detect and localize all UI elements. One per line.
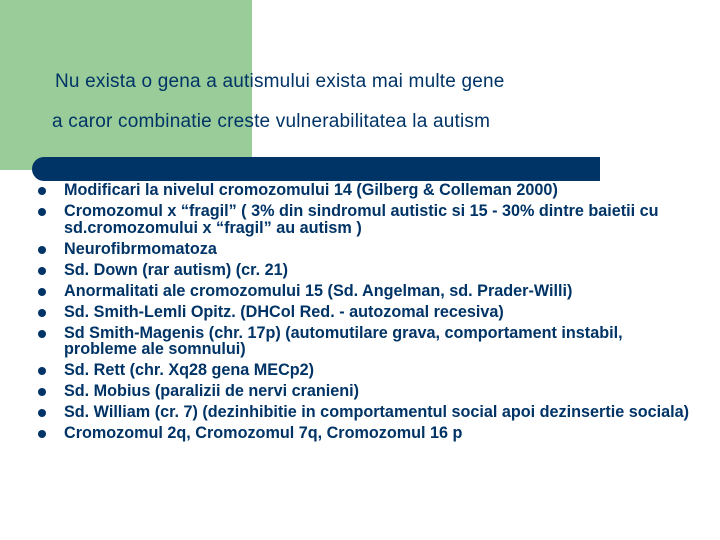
- list-item-text: Modificari la nivelul cromozomului 14 (Gilberg & Colleman 2000): [64, 181, 558, 199]
- bullet-dot-icon: [38, 288, 46, 296]
- list-item-text: Sd. William (cr. 7) (dezinhibitie in comportamentul social apoi dezinsertie sociala): [64, 403, 690, 421]
- bullet-list: [36, 182, 696, 446]
- list-item: [36, 283, 696, 300]
- list-item: [36, 182, 696, 199]
- divider-bar: [32, 157, 600, 181]
- list-item: [36, 404, 696, 421]
- bullet-dot-icon: [38, 367, 46, 375]
- bullet-dot-icon: [38, 430, 46, 438]
- bullet-dot-icon: [38, 309, 46, 317]
- list-item-text: Neurofibrmomatoza: [64, 239, 217, 258]
- list-item: [36, 362, 696, 379]
- bullet-dot-icon: [38, 388, 46, 396]
- list-item: [36, 383, 696, 400]
- list-item: [36, 425, 696, 442]
- title-line-1: Nu exista o gena a autismului exista mai multe gene: [55, 71, 505, 92]
- title-line-2: a caror combinatie creste vulnerabilitatea la autism: [52, 111, 491, 132]
- bullet-dot-icon: [38, 187, 46, 195]
- bullet-dot-icon: [38, 208, 46, 216]
- bullet-dot-icon: [38, 267, 46, 275]
- list-item-text: Sd. Down (rar autism) (cr. 21): [64, 260, 288, 279]
- list-item: [36, 203, 696, 236]
- slide-title: [52, 62, 692, 142]
- list-item-text: Cromozomul 2q, Cromozomul 7q, Cromozomul 16 p: [64, 424, 463, 442]
- list-item-text: Sd. Mobius (paralizii de nervi cranieni): [64, 382, 360, 400]
- bullet-dot-icon: [38, 409, 46, 417]
- bullet-dot-icon: [38, 330, 46, 338]
- list-item: [36, 262, 696, 279]
- list-item: [36, 304, 696, 321]
- bullet-dot-icon: [38, 246, 46, 254]
- list-item-text: Anormalitati ale cromozomului 15 (Sd. Angelman, sd. Prader-Willi): [64, 281, 573, 300]
- list-item-text: Sd. Smith-Lemli Opitz. (DHCol Red. - autozomal recesiva): [64, 302, 504, 321]
- list-item-text: Sd Smith-Magenis (chr. 17p) (automutilare grava, comportament instabil, probleme ale somnului): [64, 323, 623, 358]
- list-item: [36, 241, 696, 258]
- list-item-text: Sd. Rett (chr. Xq28 gena MECp2): [64, 361, 315, 379]
- list-item-text: Cromozomul x “fragil” ( 3% din sindromul autistic si 15 - 30% dintre baietii cu sd.cromozomului x “fragil” au autism ): [64, 202, 659, 237]
- list-item: [36, 325, 696, 358]
